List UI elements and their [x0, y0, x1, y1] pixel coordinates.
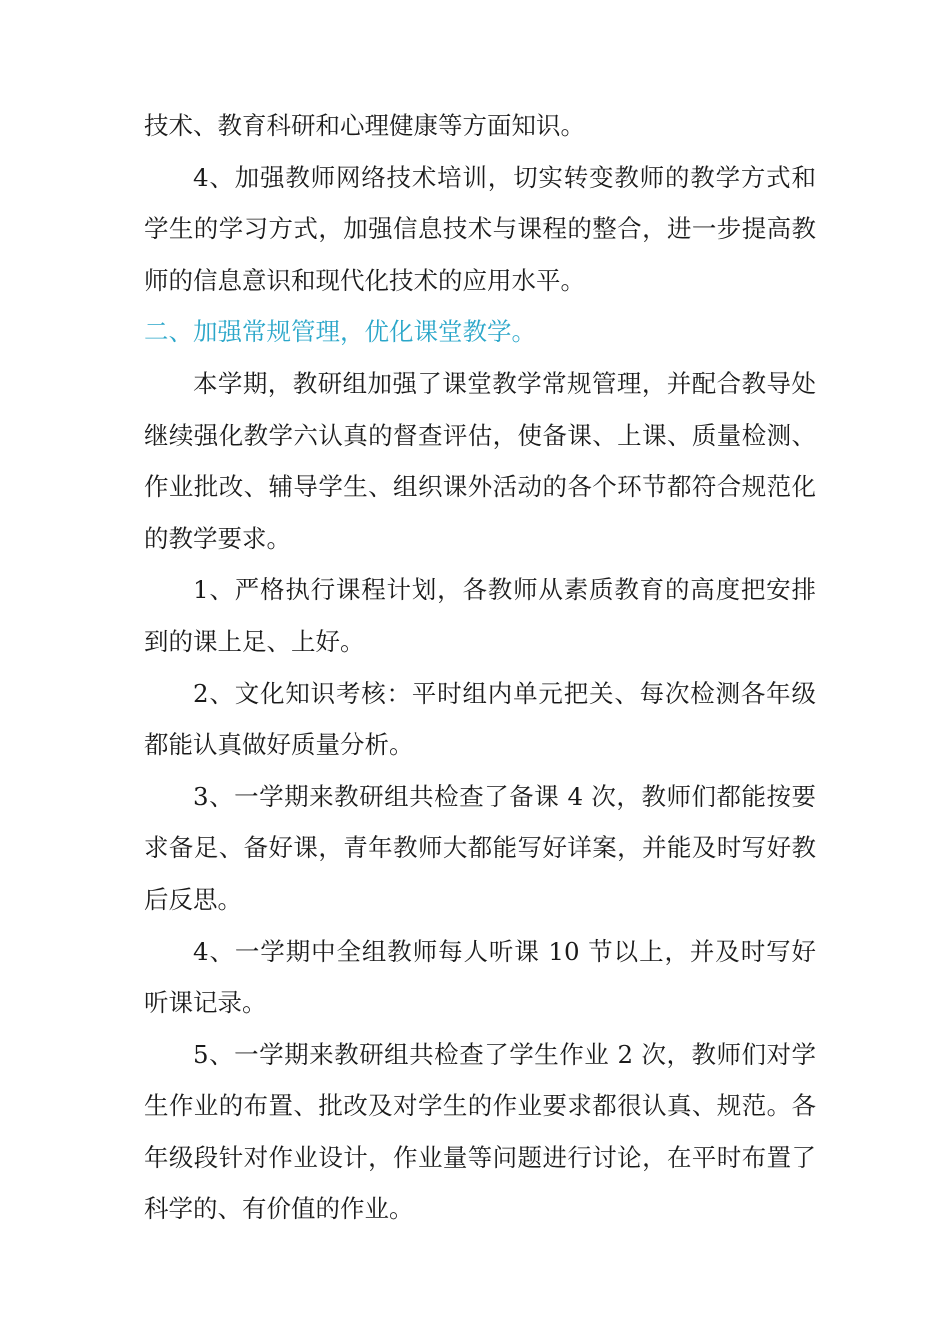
paragraph-item-4-network-training: 4、加强教师网络技术培训，切实转变教师的教学方式和学生的学习方式，加强信息技术与课程的整合，进一步提高教师的信息意识和现代化技术的应用水平。: [144, 162, 816, 295]
document-body: [144, 100, 816, 1235]
paragraph-continuation: 技术、教育科研和心理健康等方面知识。: [144, 111, 585, 140]
paragraph-item-4-observation: 4、一学期中全组教师每人听课 10 节以上，并及时写好听课记录。: [144, 936, 816, 1018]
paragraph-item-5-homework: 5、一学期来教研组共检查了学生作业 2 次，教师们对学生作业的布置、批改及对学生的作业要求都很认真、规范。各年级段针对作业设计，作业量等问题进行讨论，在平时布置了科学的、有价值的作业。: [144, 1039, 816, 1224]
paragraph-item-2-assessment: 2、文化知识考核：平时组内单元把关、每次检测各年级都能认真做好质量分析。: [144, 678, 816, 760]
paragraph-semester-intro: 本学期，教研组加强了课堂教学常规管理，并配合教导处继续强化教学六认真的督查评估，使备课、上课、质量检测、作业批改、辅导学生、组织课外活动的各个环节都符合规范化的教学要求。: [144, 368, 816, 553]
paragraph-item-1-curriculum: 1、严格执行课程计划，各教师从素质教育的高度把安排到的课上足、上好。: [144, 575, 816, 656]
paragraph-item-3-lesson-prep: 3、一学期来教研组共检查了备课 4 次，教师们都能按要求备足、备好课，青年教师大都能写好详案，并能及时写好教后反思。: [144, 781, 816, 914]
section-heading-routine-management: 二、加强常规管理，优化课堂教学。: [144, 317, 536, 347]
